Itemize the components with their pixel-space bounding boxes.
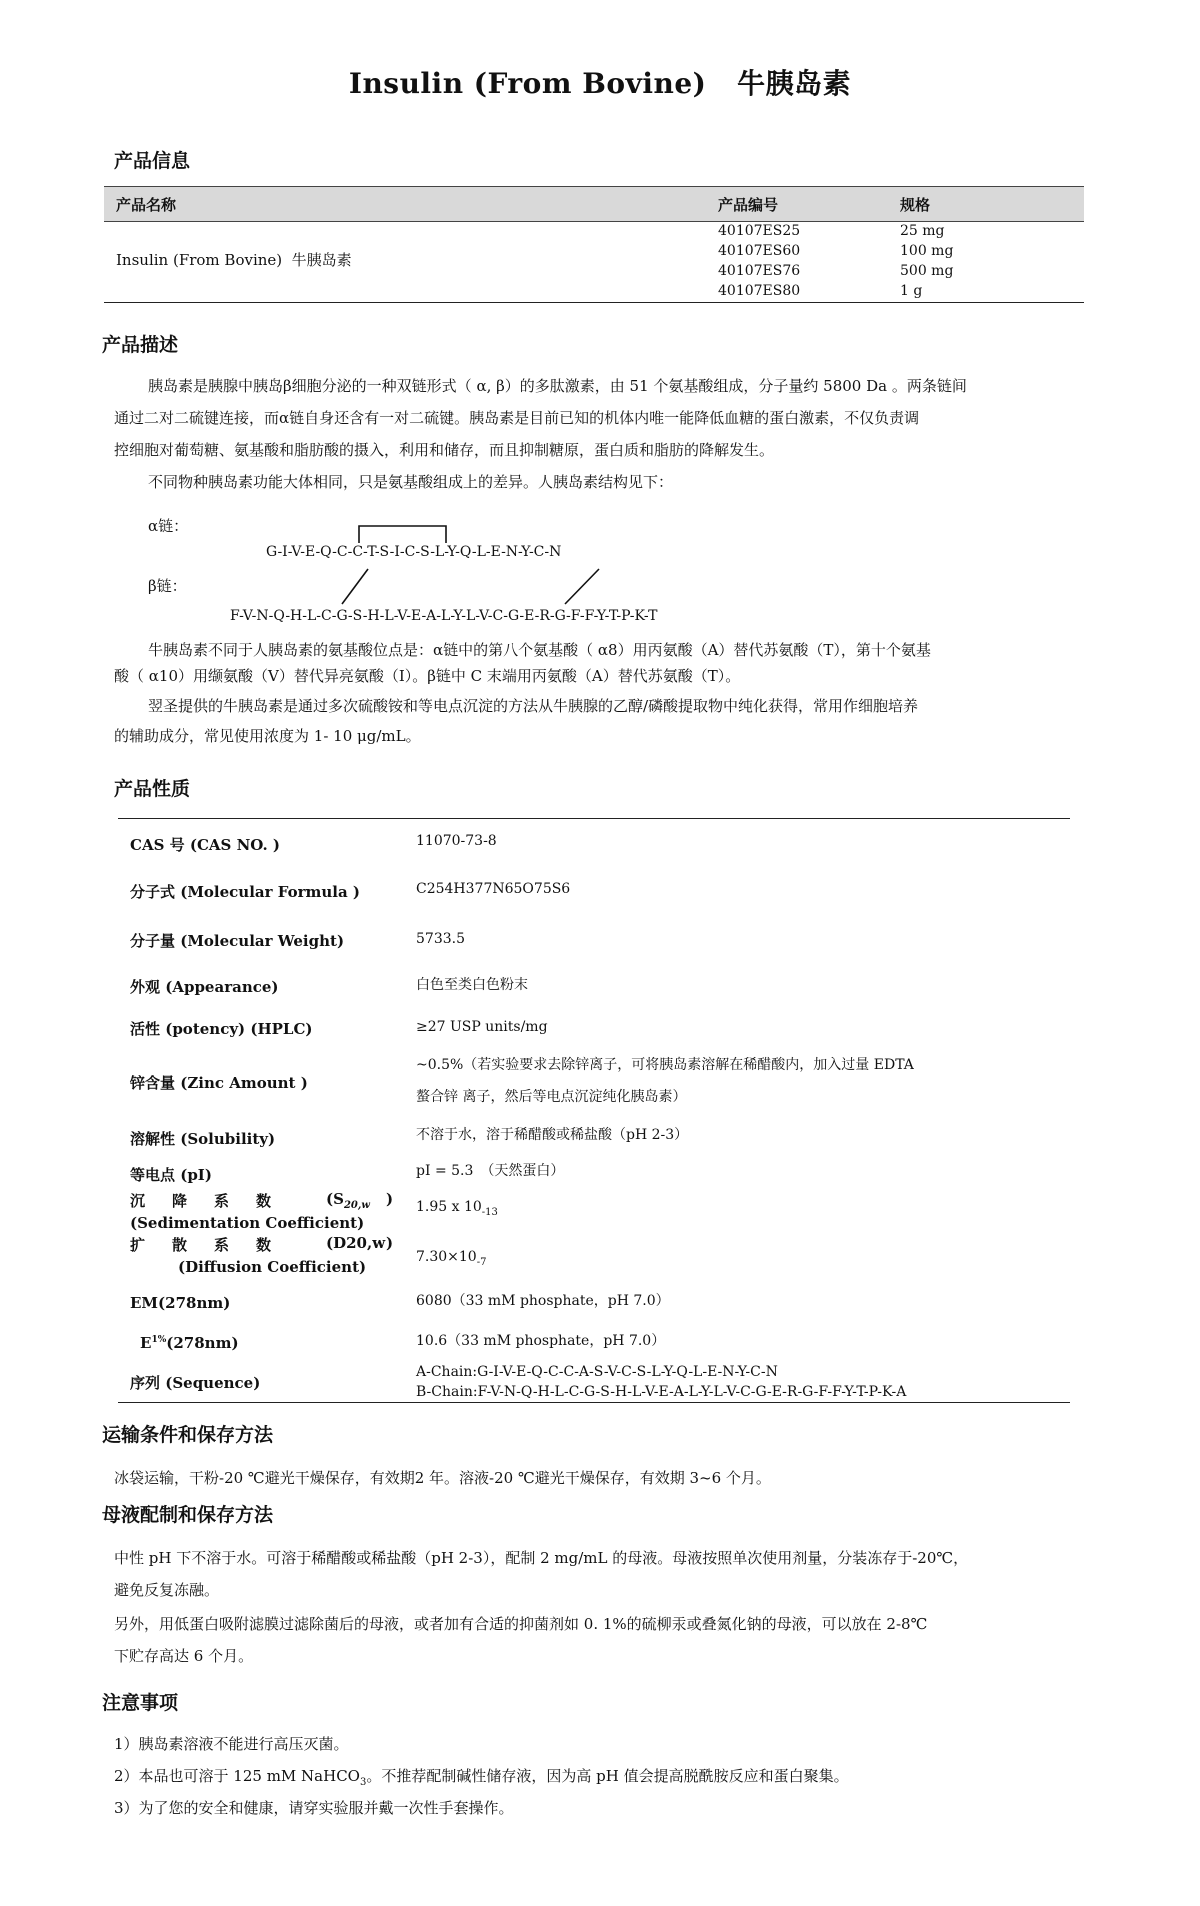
- formula-value: C254H377N65O75S6: [416, 881, 571, 897]
- pi-value: pI = 5.3 （天然蛋白）: [416, 1163, 565, 1179]
- header-spec: 规格: [900, 196, 931, 214]
- note-2-subscript: 3: [360, 1777, 367, 1788]
- diff-label-char: 数: [256, 1236, 272, 1254]
- diff-label-char: 系: [214, 1236, 230, 1254]
- note-item: 3）为了您的安全和健康，请穿实验服并戴一次性手套操作。: [114, 1799, 514, 1817]
- beta-chain-label: β链：: [148, 577, 187, 595]
- header-product-name: 产品名称: [116, 196, 177, 214]
- product-spec: 500 mg: [900, 263, 954, 279]
- header-product-code: 产品编号: [718, 196, 779, 214]
- sed-label-paren: ): [386, 1190, 394, 1208]
- interchain-disulfide-bond-1: [342, 569, 368, 604]
- description-line: 胰岛素是胰腺中胰岛β细胞分泌的一种双链形式（ α, β）的多肽激素，由 51 个氨基酸组成，分子量约 5800 Da 。两条链间: [148, 377, 967, 395]
- description-line: 通过二对二硫键连接，而α链自身还含有一对二硫键。胰岛素是目前已知的机体内唯一能降低血糖的蛋白激素，不仅负责调: [114, 409, 920, 427]
- e1-label: [140, 1334, 239, 1352]
- product-code: 40107ES25: [718, 223, 801, 239]
- description-line: 翌圣提供的牛胰岛素是通过多次硫酸铵和等电点沉淀的方法从牛胰腺的乙醇/磷酸提取物中纯化获得，常用作细胞培养: [148, 697, 919, 715]
- stock-heading: 母液配制和保存方法: [102, 1504, 274, 1526]
- diff-value-base: 7.30×10: [416, 1249, 477, 1265]
- note-2-text-a: 2）本品也可溶于 125 mM NaHCO: [114, 1767, 360, 1785]
- product-code: 40107ES60: [718, 243, 801, 259]
- notes-heading: 注意事项: [102, 1692, 179, 1714]
- sed-value-exp: -13: [481, 1206, 498, 1218]
- pi-label: 等电点 (pI): [130, 1166, 212, 1184]
- sed-label-char: 沉: [130, 1192, 146, 1210]
- properties-bottom-rule: [118, 1402, 1070, 1403]
- beta-chain-sequence: F-V-N-Q-H-L-C-G-S-H-L-V-E-A-L-Y-L-V-C-G-E-R-G-F-F-Y-T-P-K-T: [230, 608, 658, 624]
- description-heading: 产品描述: [102, 334, 179, 356]
- stock-line: 避免反复冻融。: [114, 1581, 220, 1599]
- diff-label-char: 散: [172, 1236, 188, 1254]
- sequence-a-chain: A-Chain:G-I-V-E-Q-C-C-A-S-V-C-S-L-Y-Q-L-E-N-Y-C-N: [416, 1364, 778, 1380]
- interchain-disulfide-bond-2: [565, 569, 599, 604]
- diff-label-paren: ): [386, 1234, 394, 1252]
- mw-value: 5733.5: [416, 931, 465, 947]
- product-name-cell: Insulin (From Bovine) 牛胰岛素: [116, 251, 352, 269]
- sed-label-char: 降: [172, 1192, 188, 1210]
- diffusion-label-en: (Diffusion Coefficient): [178, 1258, 367, 1276]
- formula-label: 分子式 (Molecular Formula ): [130, 883, 361, 901]
- sequence-label: 序列 (Sequence): [130, 1374, 261, 1392]
- note-item: [114, 1762, 849, 1797]
- diffusion-value: [416, 1242, 486, 1278]
- diff-label-char: 扩: [130, 1236, 146, 1254]
- product-code: 40107ES76: [718, 263, 801, 279]
- intrachain-disulfide-bond: [359, 526, 446, 543]
- sed-label-char: 数: [256, 1192, 272, 1210]
- description-line: 牛胰岛素不同于人胰岛素的氨基酸位点是：α链中的第八个氨基酸（ α8）用丙氨酸（A）替代苏氨酸（T），第十个氨基: [148, 641, 931, 659]
- product-spec: 25 mg: [900, 223, 945, 239]
- stock-line: 另外，用低蛋白吸附滤膜过滤除菌后的母液，或者加有合适的抑菌剂如 0. 1%的硫柳汞或叠氮化钠的母液，可以放在 2-8℃: [114, 1615, 928, 1633]
- product-spec: 1 g: [900, 283, 923, 299]
- em-label: EM(278nm): [130, 1294, 231, 1312]
- transport-text: 冰袋运输，干粉-20 ℃避光干燥保存，有效期2 年。溶液-20 ℃避光干燥保存，有效期 3~6 个月。: [114, 1469, 771, 1487]
- alpha-chain-sequence: G-I-V-E-Q-C-C-T-S-I-C-S-L-Y-Q-L-E-N-Y-C-N: [266, 544, 562, 560]
- sedimentation-value: [416, 1192, 498, 1228]
- solubility-value: 不溶于水，溶于稀醋酸或稀盐酸（pH 2-3）: [416, 1127, 689, 1143]
- description-line: 酸（ α10）用缬氨酸（V）替代异亮氨酸（I）。β链中 C 末端用丙氨酸（A）替代苏氨酸（T）。: [114, 667, 741, 685]
- description-line: 不同物种胰岛素功能大体相同，只是氨基酸组成上的差异。人胰岛素结构见下：: [148, 473, 674, 491]
- potency-value: ≥27 USP units/mg: [416, 1019, 548, 1035]
- appearance-label: 外观 (Appearance): [130, 978, 279, 996]
- note-2-text-b: 。不推荐配制碱性储存液，因为高 pH 值会提高脱酰胺反应和蛋白聚集。: [366, 1767, 849, 1785]
- product-code: 40107ES80: [718, 283, 801, 299]
- description-line: 的辅助成分，常见使用浓度为 1- 10 μg/mL。: [114, 727, 421, 745]
- sed-label-symbol: [326, 1190, 370, 1211]
- alpha-chain-label: α链：: [148, 517, 189, 535]
- properties-top-rule: [118, 818, 1070, 819]
- cas-label: CAS 号 (CAS NO. ): [130, 836, 281, 854]
- zinc-label: 锌含量 (Zinc Amount ): [130, 1074, 308, 1092]
- zinc-value-line: 螯合锌 离子，然后等电点沉淀纯化胰岛素）: [416, 1089, 687, 1105]
- product-spec: 100 mg: [900, 243, 954, 259]
- em-value: 6080（33 mM phosphate，pH 7.0）: [416, 1293, 670, 1309]
- solubility-label: 溶解性 (Solubility): [130, 1130, 276, 1148]
- e1-label-sup: 1%: [151, 1335, 167, 1345]
- stock-line: 中性 pH 下不溶于水。可溶于稀醋酸或稀盐酸（pH 2-3），配制 2 mg/mL 的母液。母液按照单次使用剂量，分装冻存于-20℃，: [114, 1549, 969, 1567]
- appearance-value: 白色至类白色粉末: [416, 977, 528, 993]
- sed-label-char: 系: [214, 1192, 230, 1210]
- e1-label-e: E: [140, 1334, 152, 1352]
- zinc-value-line: ~0.5%（若实验要求去除锌离子，可将胰岛素溶解在稀醋酸内，加入过量 EDTA: [416, 1057, 914, 1073]
- sedimentation-label-en: (Sedimentation Coefficient): [130, 1214, 365, 1232]
- note-item: 1）胰岛素溶液不能进行高压灭菌。: [114, 1735, 349, 1753]
- diff-label-symbol: (D20,w: [326, 1234, 386, 1252]
- cas-value: 11070-73-8: [416, 833, 497, 849]
- sed-value-base: 1.95 x 10: [416, 1199, 482, 1215]
- sed-symbol-s: (S: [326, 1190, 344, 1208]
- product-info-heading: 产品信息: [114, 150, 191, 172]
- page-title: Insulin (From Bovine) 牛胰岛素: [348, 67, 852, 100]
- description-line: 控细胞对葡萄糖、氨基酸和脂肪酸的摄入，利用和储存，而且抑制糖原，蛋白质和脂肪的降解发生。: [114, 441, 775, 459]
- sed-symbol-sub: 20,w: [343, 1200, 370, 1211]
- sequence-b-chain: B-Chain:F-V-N-Q-H-L-C-G-S-H-L-V-E-A-L-Y-L-V-C-G-E-R-G-F-F-Y-T-P-K-A: [416, 1384, 907, 1400]
- stock-line: 下贮存高达 6 个月。: [114, 1647, 254, 1665]
- potency-label: 活性 (potency) (HPLC): [130, 1020, 313, 1038]
- mw-label: 分子量 (Molecular Weight): [130, 932, 345, 950]
- properties-heading: 产品性质: [114, 778, 191, 800]
- e1-value: 10.6（33 mM phosphate，pH 7.0）: [416, 1333, 666, 1349]
- diff-value-exp: -7: [476, 1256, 487, 1268]
- disulfide-bond-lines: [0, 0, 1200, 700]
- transport-heading: 运输条件和保存方法: [102, 1424, 274, 1446]
- e1-label-wavelength: (278nm): [166, 1334, 239, 1352]
